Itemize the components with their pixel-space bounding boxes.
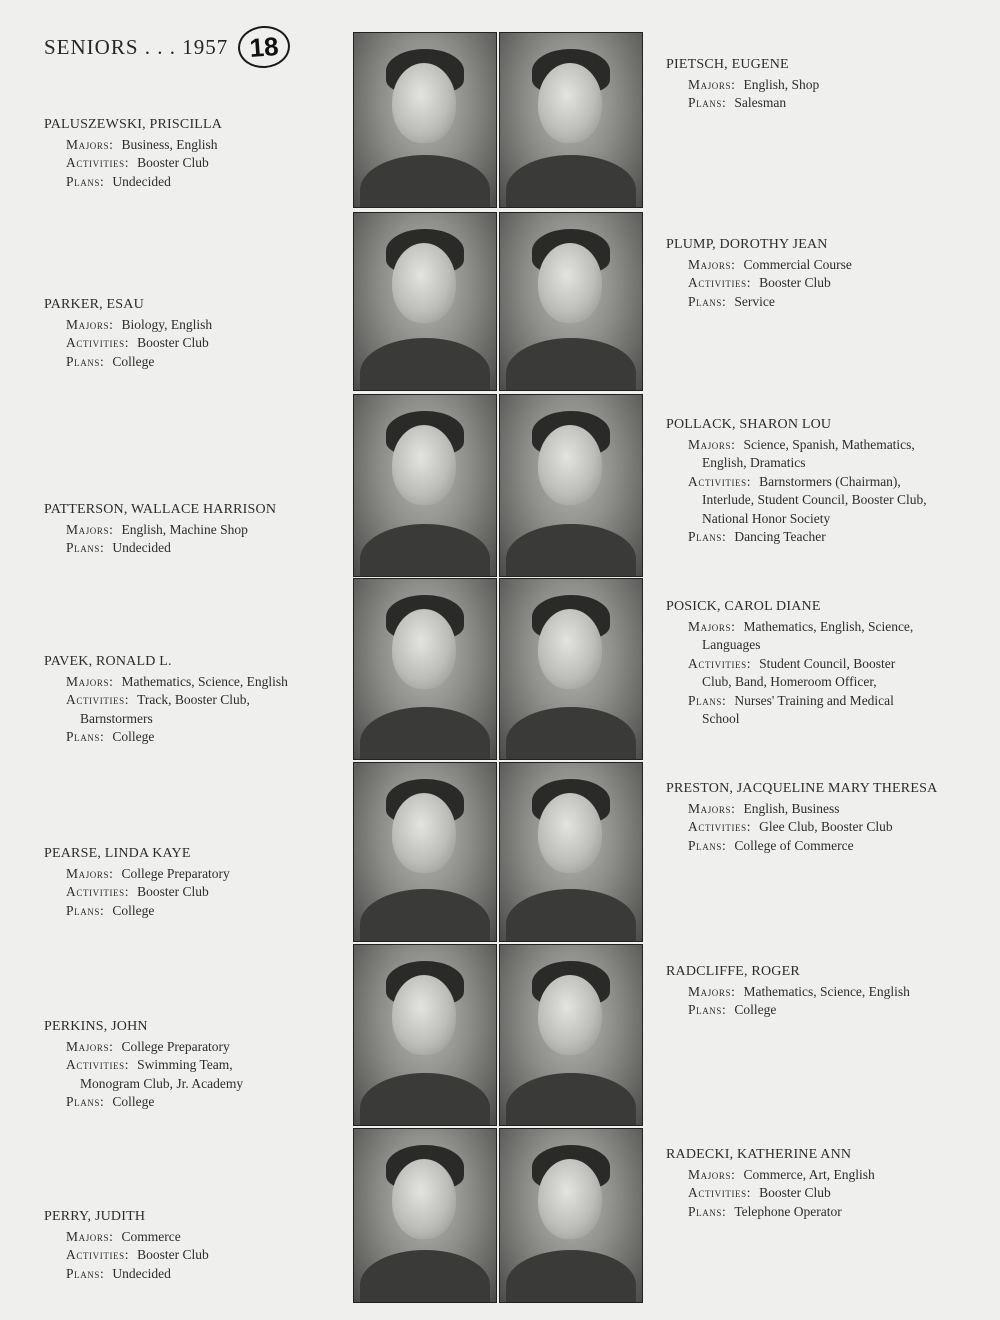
activities-field	[666, 818, 966, 837]
activities-value: Booster Club	[759, 275, 831, 290]
majors-value: English, Dramatics	[702, 455, 806, 470]
plans-label: Plans:	[688, 692, 727, 708]
activities-label: Activities:	[66, 1057, 130, 1072]
activities-label: Activities:	[66, 692, 130, 707]
senior-entry	[666, 416, 966, 547]
activities-value: Barnstormers	[80, 710, 153, 726]
senior-entry	[44, 1018, 344, 1112]
activities-field	[666, 1184, 966, 1203]
portrait-head	[538, 975, 602, 1055]
activities-value: Barnstormers (Chairman),	[759, 473, 901, 489]
activities-value: Booster Club	[137, 1247, 209, 1262]
senior-portrait-photo	[353, 578, 497, 760]
majors-value: English, Machine Shop	[121, 521, 248, 537]
activities-label: Activities:	[66, 1247, 130, 1262]
majors-field	[44, 1228, 344, 1247]
activities-label: Activities:	[688, 275, 752, 290]
plans-label: Plans:	[688, 837, 727, 853]
activities-label: Activities:	[66, 335, 130, 350]
portrait-head	[538, 609, 602, 689]
student-name: RADCLIFFE, ROGER	[666, 964, 800, 979]
plans-label: Plans:	[688, 1203, 727, 1219]
portrait-body	[360, 707, 490, 760]
portrait-head	[392, 609, 456, 689]
activities-value: Monogram Club, Jr. Academy	[80, 1075, 244, 1091]
majors-label: Majors:	[688, 800, 736, 816]
majors-value: Mathematics, Science, English	[121, 673, 288, 689]
plans-field	[666, 293, 966, 312]
portrait-head	[392, 975, 456, 1055]
senior-entry	[666, 780, 966, 855]
page-header	[44, 26, 290, 68]
activities-field	[44, 334, 344, 353]
student-name: PLUMP, DOROTHY JEAN	[666, 237, 828, 252]
activities-value: Club, Band, Homeroom Officer,	[702, 674, 877, 689]
plans-label: Plans:	[66, 729, 105, 744]
activities-field	[44, 883, 344, 902]
majors-label: Majors:	[688, 1166, 736, 1182]
majors-value: College Preparatory	[121, 1038, 230, 1054]
activities-field	[44, 1246, 344, 1265]
senior-entry	[666, 56, 966, 113]
plans-value: College	[112, 1094, 155, 1109]
majors-field	[666, 436, 966, 473]
senior-portrait-photo	[353, 32, 497, 208]
plans-value: Service	[734, 293, 775, 309]
majors-label: Majors:	[66, 673, 114, 689]
portrait-body	[360, 1250, 490, 1303]
majors-field	[44, 1038, 344, 1057]
portrait-body	[360, 155, 490, 208]
majors-label: Majors:	[66, 521, 114, 537]
portrait-body	[506, 1250, 636, 1303]
senior-portrait-photo	[499, 394, 643, 577]
activities-field	[44, 691, 344, 728]
plans-field	[666, 528, 966, 547]
majors-field	[44, 521, 344, 540]
activities-value: Booster Club	[137, 335, 209, 350]
portrait-head	[538, 425, 602, 505]
activities-value: Booster Club	[137, 884, 209, 899]
majors-label: Majors:	[688, 256, 736, 272]
portrait-head	[392, 63, 456, 143]
page-number: 18	[237, 24, 292, 70]
portrait-body	[506, 338, 636, 391]
plans-value: Undecided	[112, 1265, 171, 1281]
majors-value: English, Business	[743, 800, 840, 816]
portrait-head	[392, 1159, 456, 1239]
portrait-body	[506, 1073, 636, 1126]
portrait-head	[538, 243, 602, 323]
plans-value: College	[112, 729, 155, 744]
senior-entry	[44, 1208, 344, 1283]
majors-field	[666, 983, 966, 1002]
portrait-body	[360, 338, 490, 391]
majors-field	[666, 76, 966, 95]
plans-label: Plans:	[688, 293, 727, 309]
majors-label: Majors:	[66, 1228, 114, 1244]
portrait-head	[392, 425, 456, 505]
student-name: PIETSCH, EUGENE	[666, 57, 789, 72]
student-name: PRESTON, JACQUELINE MARY THERESA	[666, 781, 938, 796]
plans-field	[666, 94, 966, 113]
senior-entry	[44, 653, 344, 747]
portrait-body	[360, 524, 490, 577]
majors-value: English, Shop	[743, 76, 820, 92]
plans-value: College of Commerce	[734, 837, 854, 853]
majors-value: Languages	[702, 637, 761, 652]
portrait-body	[506, 707, 636, 760]
page-title: SENIORS . . . 1957	[44, 34, 229, 59]
majors-field	[44, 136, 344, 155]
majors-label: Majors:	[66, 1038, 114, 1054]
portrait-body	[506, 524, 636, 577]
portrait-body	[506, 155, 636, 208]
senior-entry	[44, 845, 344, 920]
majors-label: Majors:	[66, 316, 114, 332]
student-name: PATTERSON, WALLACE HARRISON	[44, 502, 277, 517]
plans-value: Nurses' Training and Medical	[734, 692, 894, 708]
senior-portrait-photo	[499, 944, 643, 1126]
majors-value: Mathematics, Science, English	[743, 983, 910, 999]
senior-portrait-photo	[499, 762, 643, 942]
plans-field	[44, 539, 344, 558]
plans-field	[44, 1093, 344, 1112]
senior-entry	[44, 296, 344, 371]
activities-label: Activities:	[688, 819, 752, 834]
senior-entry	[666, 236, 966, 311]
senior-portrait-photo	[353, 762, 497, 942]
majors-field	[44, 316, 344, 335]
plans-field	[44, 1265, 344, 1284]
activities-value: Glee Club, Booster Club	[759, 819, 893, 834]
plans-label: Plans:	[688, 529, 727, 544]
plans-value: School	[702, 711, 740, 726]
student-name: POSICK, CAROL DIANE	[666, 599, 821, 614]
activities-value: Track, Booster Club,	[137, 692, 250, 707]
portrait-body	[360, 1073, 490, 1126]
senior-portrait-photo	[353, 944, 497, 1126]
plans-value: Telephone Operator	[734, 1203, 842, 1219]
senior-entry	[666, 598, 966, 729]
senior-entry	[44, 116, 344, 191]
majors-label: Majors:	[688, 436, 736, 452]
activities-field	[666, 274, 966, 293]
student-name: PERRY, JUDITH	[44, 1209, 146, 1224]
activities-label: Activities:	[688, 655, 752, 671]
senior-portrait-photo	[499, 1128, 643, 1303]
majors-field	[44, 673, 344, 692]
plans-value: College	[734, 1002, 777, 1017]
plans-label: Plans:	[66, 173, 105, 189]
activities-label: Activities:	[66, 884, 130, 899]
majors-value: Mathematics, English, Science,	[743, 618, 914, 634]
activities-value: Booster Club	[759, 1185, 831, 1200]
majors-value: Business, English	[121, 136, 218, 152]
majors-field	[44, 865, 344, 884]
majors-label: Majors:	[688, 618, 736, 634]
plans-value: Undecided	[112, 173, 171, 189]
plans-field	[666, 1001, 966, 1020]
portrait-head	[392, 243, 456, 323]
student-name: PALUSZEWSKI, PRISCILLA	[44, 117, 223, 132]
plans-field	[666, 837, 966, 856]
majors-field	[666, 800, 966, 819]
majors-label: Majors:	[688, 983, 736, 999]
plans-field	[44, 173, 344, 192]
student-name: PAVEK, RONALD L.	[44, 654, 172, 669]
majors-label: Majors:	[688, 76, 736, 92]
majors-label: Majors:	[66, 136, 114, 152]
plans-label: Plans:	[688, 1002, 727, 1017]
majors-value: Commerce, Art, English	[743, 1166, 875, 1182]
plans-label: Plans:	[66, 1094, 105, 1109]
activities-value: Swimming Team,	[137, 1057, 233, 1072]
senior-entry	[666, 1146, 966, 1221]
portrait-head	[538, 63, 602, 143]
majors-field	[666, 256, 966, 275]
student-name: PERKINS, JOHN	[44, 1019, 148, 1034]
activities-field	[666, 473, 966, 529]
majors-label: Majors:	[66, 865, 114, 881]
activities-value: Student Council, Booster	[759, 655, 896, 671]
majors-field	[666, 618, 966, 655]
plans-field	[666, 1203, 966, 1222]
student-name: POLLACK, SHARON LOU	[666, 417, 832, 432]
plans-label: Plans:	[66, 1265, 105, 1281]
majors-value: College Preparatory	[121, 865, 230, 881]
plans-label: Plans:	[66, 353, 105, 369]
portrait-body	[506, 889, 636, 942]
senior-portrait-photo	[499, 578, 643, 760]
plans-label: Plans:	[66, 902, 105, 918]
majors-value: Biology, English	[121, 316, 213, 332]
plans-field	[44, 902, 344, 921]
senior-portrait-photo	[499, 212, 643, 391]
student-name: PARKER, ESAU	[44, 297, 144, 312]
activities-field	[44, 1056, 344, 1093]
plans-label: Plans:	[688, 95, 727, 110]
plans-field	[44, 353, 344, 372]
plans-field	[44, 728, 344, 747]
activities-value: Booster Club	[137, 155, 209, 170]
activities-label: Activities:	[66, 155, 130, 170]
senior-portrait-photo	[499, 32, 643, 208]
activities-field	[666, 655, 966, 692]
plans-field	[666, 692, 966, 729]
activities-value: National Honor Society	[702, 510, 831, 526]
senior-entry	[44, 501, 344, 558]
activities-field	[44, 154, 344, 173]
majors-value: Commerce	[121, 1228, 181, 1244]
majors-value: Science, Spanish, Mathematics,	[743, 436, 915, 452]
plans-label: Plans:	[66, 540, 105, 555]
senior-portrait-photo	[353, 212, 497, 391]
senior-portrait-photo	[353, 394, 497, 577]
activities-label: Activities:	[688, 473, 752, 489]
student-name: RADECKI, KATHERINE ANN	[666, 1147, 852, 1162]
portrait-head	[538, 793, 602, 873]
portrait-head	[392, 793, 456, 873]
plans-value: College	[112, 902, 155, 918]
portrait-body	[360, 889, 490, 942]
student-name: PEARSE, LINDA KAYE	[44, 846, 191, 861]
activities-value: Interlude, Student Council, Booster Club,	[702, 492, 927, 507]
majors-field	[666, 1166, 966, 1185]
majors-value: Commercial Course	[743, 256, 852, 272]
plans-value: College	[112, 353, 155, 369]
plans-value: Salesman	[734, 95, 787, 110]
senior-portrait-photo	[353, 1128, 497, 1303]
plans-value: Dancing Teacher	[734, 529, 826, 544]
activities-label: Activities:	[688, 1185, 752, 1200]
plans-value: Undecided	[112, 540, 171, 555]
senior-entry	[666, 963, 966, 1020]
portrait-head	[538, 1159, 602, 1239]
